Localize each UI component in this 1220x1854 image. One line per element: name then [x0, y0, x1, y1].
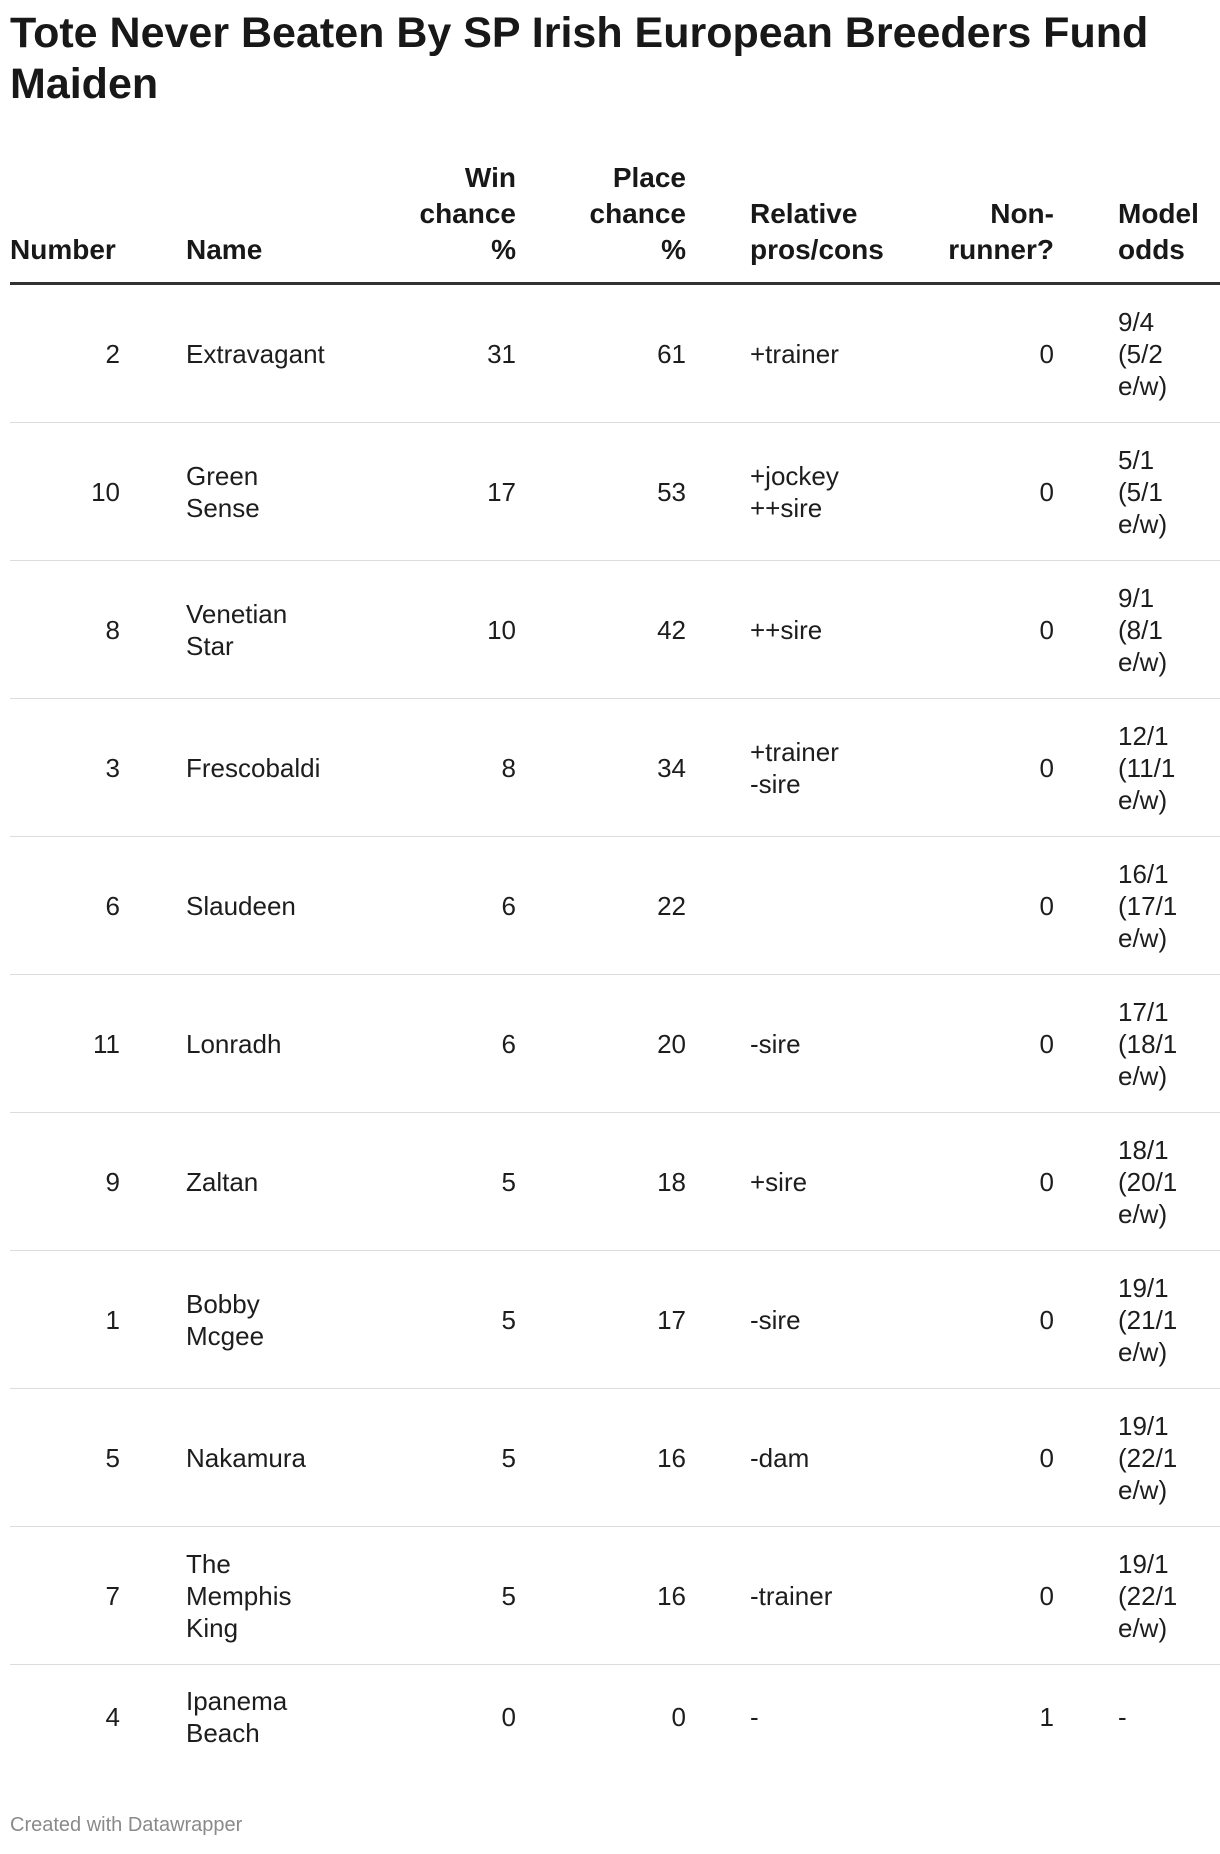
cell-win-chance: 5	[336, 1251, 516, 1389]
cell-name: Lonradh	[186, 975, 336, 1113]
cell-place-chance: 53	[516, 423, 686, 561]
chart-title: Tote Never Beaten By SP Irish European Breeders Fund Maiden	[10, 9, 1149, 108]
cell-pros-cons: +sire	[750, 1113, 930, 1251]
cell-pros-cons: -sire	[750, 1251, 930, 1389]
cell-non-runner: 0	[930, 423, 1054, 561]
cell-model-odds: 19/1 (22/1 e/w)	[1118, 1527, 1220, 1665]
cell-model-odds: 19/1 (21/1 e/w)	[1118, 1251, 1220, 1389]
cell-name: The Memphis King	[186, 1527, 336, 1665]
cell-win-chance: 5	[336, 1527, 516, 1665]
table-row	[10, 699, 1220, 837]
cell-pros-cons: -dam	[750, 1389, 930, 1527]
header-win-chance[interactable]: Win chance %	[336, 160, 516, 284]
cell-place-chance: 18	[516, 1113, 686, 1251]
cell-place-chance: 22	[516, 837, 686, 975]
table-row	[10, 837, 1220, 975]
header-pros-cons[interactable]: Relative pros/cons	[750, 160, 930, 284]
cell-model-odds: 9/1 (8/1 e/w)	[1118, 561, 1220, 699]
cell-model-odds: 9/4 (5/2 e/w)	[1118, 284, 1220, 423]
cell-number: 9	[10, 1113, 120, 1251]
cell-number: 11	[10, 975, 120, 1113]
cell-place-chance: 17	[516, 1251, 686, 1389]
cell-win-chance: 5	[336, 1113, 516, 1251]
cell-win-chance: 6	[336, 975, 516, 1113]
cell-place-chance: 16	[516, 1389, 686, 1527]
cell-pros-cons	[750, 837, 930, 975]
cell-model-odds: 19/1 (22/1 e/w)	[1118, 1389, 1220, 1527]
cell-model-odds: 17/1 (18/1 e/w)	[1118, 975, 1220, 1113]
cell-non-runner: 0	[930, 699, 1054, 837]
table-header-row	[10, 160, 1220, 284]
cell-win-chance: 0	[501, 1702, 516, 1732]
table-row	[10, 1527, 1220, 1665]
cell-non-runner: 0	[930, 1251, 1054, 1389]
cell-place-chance: 61	[516, 284, 686, 423]
table-body	[10, 284, 1220, 1770]
cell-place-chance: 42	[516, 561, 686, 699]
cell-place-chance: 34	[516, 699, 686, 837]
cell-name: Ipanema Beach	[186, 1686, 288, 1748]
header-number[interactable]: Number	[10, 160, 120, 284]
footer-credit: Created with Datawrapper	[10, 1814, 243, 1836]
header-place-chance[interactable]: Place chance %	[516, 160, 686, 284]
cell-win-chance: 31	[336, 284, 516, 423]
cell-non-runner: 0	[930, 561, 1054, 699]
header-name[interactable]: Name	[186, 160, 336, 284]
cell-number: 4	[105, 1702, 120, 1732]
cell-win-chance: 10	[336, 561, 516, 699]
table-row	[10, 561, 1220, 699]
cell-non-runner: 0	[930, 1389, 1054, 1527]
cell-pros-cons: -trainer	[750, 1527, 930, 1665]
cell-non-runner: 0	[930, 1113, 1054, 1251]
cell-number: 6	[10, 837, 120, 975]
cell-non-runner: 0	[930, 975, 1054, 1113]
cell-model-odds: 16/1 (17/1 e/w)	[1118, 837, 1220, 975]
cell-pros-cons: ++sire	[750, 561, 930, 699]
cell-non-runner: 1	[1039, 1702, 1054, 1732]
cell-non-runner: 0	[930, 1527, 1054, 1665]
cell-model-odds: -	[1118, 1702, 1127, 1732]
header-non-runner[interactable]: Non- runner?	[930, 160, 1054, 284]
cell-non-runner: 0	[930, 837, 1054, 975]
cell-number: 7	[10, 1527, 120, 1665]
odds-table	[10, 160, 1220, 1769]
cell-name: Nakamura	[186, 1389, 336, 1527]
cell-pros-cons: +jockey ++sire	[750, 423, 930, 561]
cell-name: Venetian Star	[186, 561, 336, 699]
cell-number: 3	[10, 699, 120, 837]
cell-name: Green Sense	[186, 423, 336, 561]
cell-name: Frescobaldi	[186, 699, 336, 837]
cell-win-chance: 5	[336, 1389, 516, 1527]
cell-win-chance: 6	[336, 837, 516, 975]
cell-pros-cons: -	[750, 1702, 759, 1732]
cell-model-odds: 5/1 (5/1 e/w)	[1118, 423, 1220, 561]
table-row	[10, 1251, 1220, 1389]
cell-model-odds: 12/1 (11/1 e/w)	[1118, 699, 1220, 837]
cell-pros-cons: +trainer -sire	[750, 699, 930, 837]
cell-number: 2	[10, 284, 120, 423]
cell-pros-cons: +trainer	[750, 284, 930, 423]
cell-number: 10	[10, 423, 120, 561]
table-row	[10, 1665, 1220, 1770]
cell-model-odds: 18/1 (20/1 e/w)	[1118, 1113, 1220, 1251]
cell-name: Extravagant	[186, 284, 336, 423]
table-row	[10, 423, 1220, 561]
table-row	[10, 1113, 1220, 1251]
cell-place-chance: 0	[671, 1702, 686, 1732]
cell-number: 5	[10, 1389, 120, 1527]
table-row	[10, 975, 1220, 1113]
cell-name: Bobby Mcgee	[186, 1251, 336, 1389]
cell-win-chance: 17	[336, 423, 516, 561]
cell-non-runner: 0	[930, 284, 1054, 423]
cell-place-chance: 16	[516, 1527, 686, 1665]
table-row	[10, 284, 1220, 423]
cell-name: Zaltan	[186, 1113, 336, 1251]
cell-number: 8	[10, 561, 120, 699]
cell-win-chance: 8	[336, 699, 516, 837]
cell-number: 1	[10, 1251, 120, 1389]
table-row	[10, 1389, 1220, 1527]
cell-name: Slaudeen	[186, 837, 336, 975]
header-model-odds[interactable]: Model odds	[1118, 160, 1220, 284]
cell-place-chance: 20	[516, 975, 686, 1113]
cell-pros-cons: -sire	[750, 975, 930, 1113]
